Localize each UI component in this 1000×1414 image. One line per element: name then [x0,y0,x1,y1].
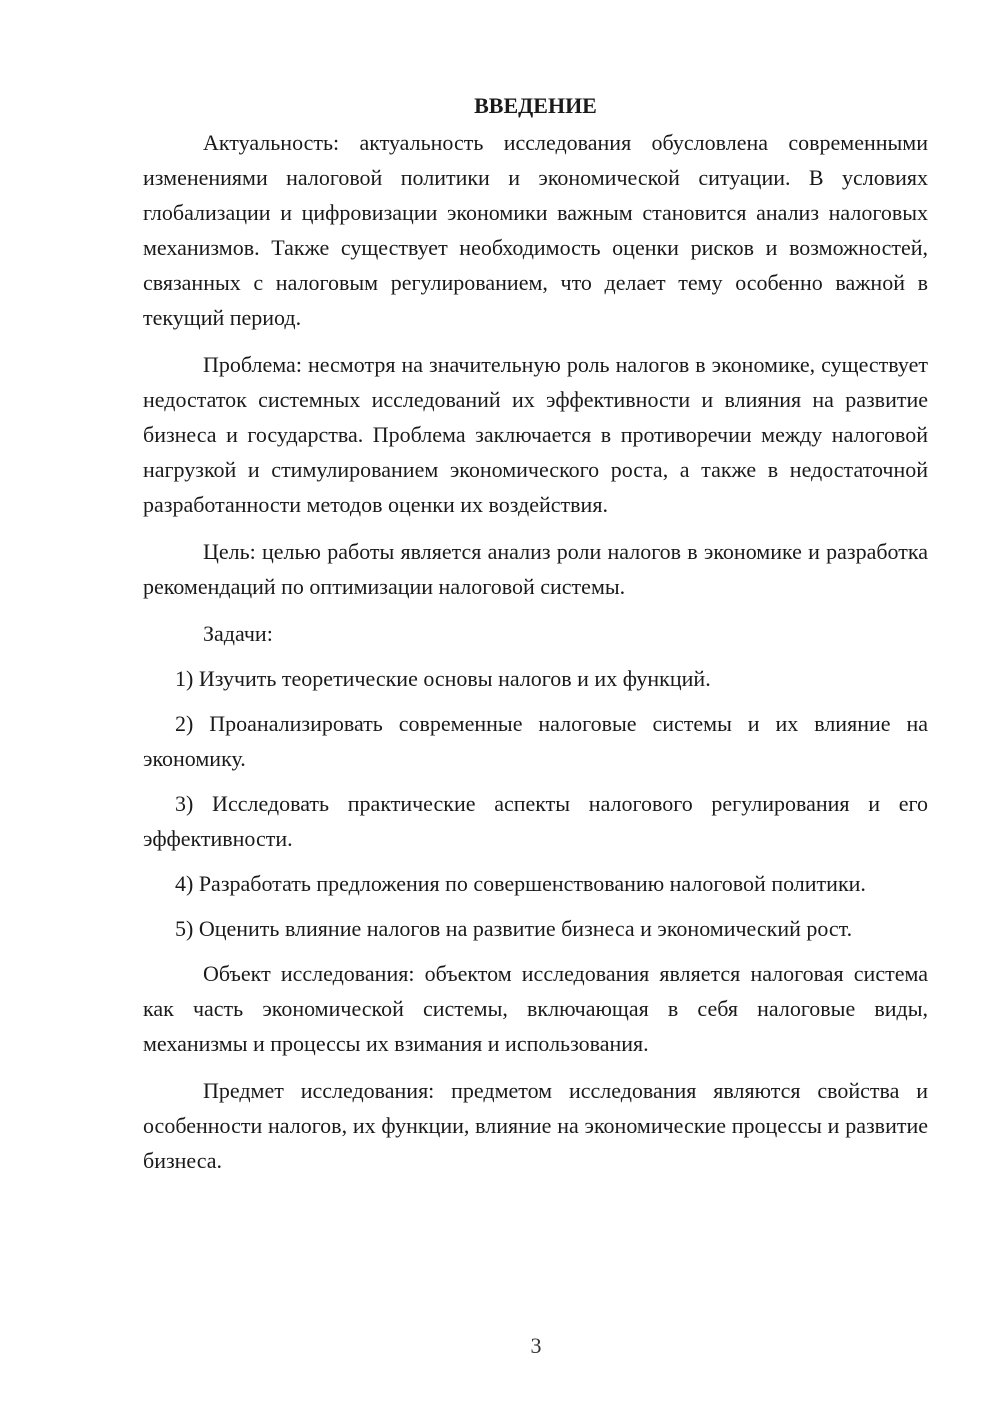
tasks-heading: Задачи: [203,621,273,646]
task-item-4: 4) Разработать предложения по совершенствованию налоговой политики. [175,871,866,896]
section-title: ВВЕДЕНИЕ [474,93,597,118]
task-item-5: 5) Оценить влияние налогов на развитие бизнеса и экономический рост. [175,916,853,941]
document-page [143,88,928,1190]
page-number: 3 [530,1333,542,1358]
task-item-1: 1) Изучить теоретические основы налогов и их функций. [175,666,711,691]
object-paragraph: Объект исследования: объектом исследования является налоговая система как часть экономической системы, включающая в себя налоговые виды, механизмы и процессы их взимания и использования. [143,961,928,1056]
problem-paragraph: Проблема: несмотря на значительную роль налогов в экономике, существует недостаток системных исследований их эффективности и влияния на развитие бизнеса и государства. Проблема заключается в противоречии между налоговой нагрузкой и стимулированием экономического роста, а также в недостаточной разработанности методов оценки их воздействия. [143,352,928,517]
task-item-2: 2) Проанализировать современные налоговые системы и их влияние на экономику. [143,711,928,771]
goal-paragraph: Цель: целью работы является анализ роли налогов в экономике и разработка рекомендаций по оптимизации налоговой системы. [143,539,928,599]
task-item-3: 3) Исследовать практические аспекты налогового регулирования и его эффективности. [143,791,928,851]
relevance-paragraph: Актуальность: актуальность исследования обусловлена современными изменениями налоговой политики и экономической ситуации. В условиях глобализации и цифровизации экономики важным становится анализ налоговых механизмов. Также существует необходимость оценки рисков и возможностей, связанных с налоговым регулированием, что делает тему особенно важной в текущий период. [143,130,928,330]
subject-paragraph: Предмет исследования: предметом исследования являются свойства и особенности налогов, их функции, влияние на экономические процессы и развитие бизнеса. [143,1078,928,1173]
